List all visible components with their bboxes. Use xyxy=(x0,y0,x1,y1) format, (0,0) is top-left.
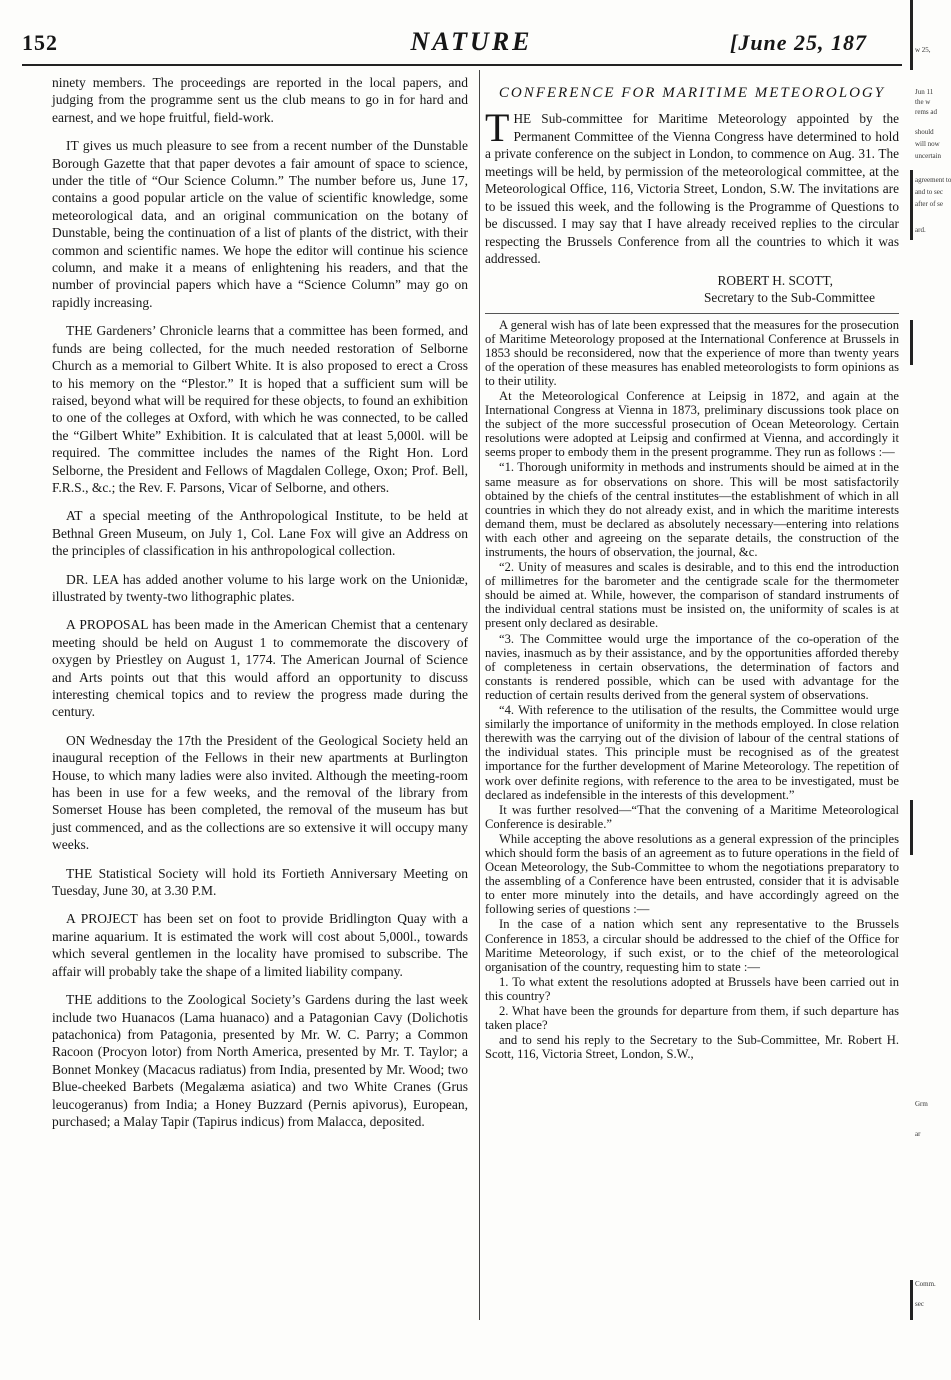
journal-title: NATURE xyxy=(410,27,533,56)
signature xyxy=(485,272,875,307)
right-paragraph: A general wish has of late been expressed that the measures for the prosecution of Maritime Meteorology proposed at the International Conference at Brussels in 1853 should be reconsidered, now that the experience of more than twenty years of the operation of these measures has enabled meteorologists to form opinions as to their utility. xyxy=(485,317,899,388)
left-paragraph: DR. LEA has added another volume to his large work on the Unionidæ, illustrated by twenty-two lithographic plates. xyxy=(52,571,468,604)
left-paragraph: IT gives us much pleasure to see from a recent number of the Dunstable Borough Gazette that that paper devotes a fair amount of space to science, under the title of “Our Science Column.” The number before us, June 17, contains a good popular article on the value of scientific knowledge, some meteorological data, and an original communication on the botany of Dunstable, being the continuation of a list of plants of the district, with their common and scientific names. We hope the editor will continue his science column, and make it a means of enlightening his readers, and that the number of provincial papers which have a “Science Column” may go on rapidly increasing. xyxy=(52,138,468,310)
margin-fragment: should xyxy=(915,128,934,136)
margin-fragment: agreement to xyxy=(915,176,951,184)
right-paragraph: 1. To what extent the resolutions adopted at Brussels have been carried out in this country? xyxy=(485,974,899,1003)
adjacent-page-margin xyxy=(906,0,951,1380)
left-column xyxy=(52,74,468,1141)
signature-title: Secretary to the Sub-Committee xyxy=(704,290,875,305)
left-paragraph: AT a special meeting of the Anthropological Institute, to be held at Bethnal Green Museum, on July 1, Col. Lane Fox will give an Address on the principles of classification in his anthropological collection. xyxy=(52,508,468,559)
right-paragraph: “2. Unity of measures and scales is desirable, and to this end the introduction of millimetres for the barometer and the centigrade scale for the thermometer should be aimed at. While, however, the comparison of standard instruments of the individual central stations must be insisted on, the uniformity of scales is at present only declared as desirable. xyxy=(485,560,899,631)
margin-fragment: ar xyxy=(915,1130,921,1138)
margin-fragment: sec xyxy=(915,1300,924,1308)
right-paragraph: In the case of a nation which sent any representative to the Brussels Conference in 1853, a circular should be addressed to the chief of the Office for Maritime Meteorology, if such exist, or to the chief of the meteorological organisation of the country, requesting him to state :— xyxy=(485,917,899,974)
right-paragraph: “1. Thorough uniformity in methods and instruments should be aimed at in the same measure as for observations on shore. This will be most satisfactorily obtained by the chiefs of the central institutes—the establishment of which in all countries in which they do not already exist, and in which the maritime interests demand them, must be declared as absolutely necessary—entering into relations with each other and agreeing on the separate details, the construction of the instruments, the hours of observation, the journal, &c. xyxy=(485,460,899,559)
right-paragraph: and to send his reply to the Secretary to the Sub-Committee, Mr. Robert H. Scott, 116, Victoria Street, London, S.W., xyxy=(485,1033,899,1062)
left-paragraph: THE additions to the Zoological Society’s Gardens during the last week include two Huanacos (Lama huanaco) and a Patagonian Cavy (Dolichotis patachonica) from Patagonia, presented by Mr. W. C. Parry; a Common Racoon (Procyon lotor) from North America, presented by Mr. T. Taylor; a Bonnet Monkey (Macacus radiatus) from India, presented by Mr. Wood; two Blue-cheeked Barbets (Megalæma asiatica) and two White Cranes (Grus leucogeranus) from India; a Honey Buzzard (Pernis apivorus), European, purchased; a Malay Tapir (Tapirus indicus) from Malacca, deposited. xyxy=(52,992,468,1129)
right-paragraph: At the Meteorological Conference at Leipsig in 1872, and again at the International Congress at Vienna in 1873, preliminary discussions took place on the subject of the more successful prosecution of Ocean Meteorology. Certain resolutions were adopted at Leipsig and confirmed at Vienna, and accordingly it seems proper to embody them in the present programme. They run as follows :— xyxy=(485,388,899,460)
intro-paragraph xyxy=(485,105,899,268)
right-paragraph: “4. With reference to the utilisation of the results, the Committee would urge similarly the importance of uniformity in the methods employed. In close relation therewith was the carrying out of the division of labour of the central stations of the individual states. This principle must be recognised as of the greatest importance for the further development of Marine Meteorology. The repetition of work over definite regions, with reference to the area to be investigated, must be declared as indefensible in the interests of this development.” xyxy=(485,703,899,802)
left-paragraph: A PROPOSAL has been made in the American Chemist that a centenary meeting should be held on August 1 to commemorate the discovery of oxygen by Priestley on August 1, 1774. The American Journal of Science and Arts points out that this would afford an opportunity to discuss interesting chemical topics and to review the progress made during the century. xyxy=(52,617,468,720)
intro-text: HE Sub-committee for Maritime Meteorology appointed by the Permanent Committee of the Vienna Congress have determined to hold a private conference on the subject in London, to commence on Aug. 31. The meetings will be held, by permission of the meteorological committee, at the Meteorological Office, 116, Victoria Street, London, S.W. The invitations are to be issued this week, and the following is the Programme of Questions to be discussed. I may say that I have already received replies to the circular respecting the Brussels Conference from all the countries to which it was addressed. xyxy=(485,111,899,266)
header-rule xyxy=(22,64,902,66)
right-paragraph: 2. What have been the grounds for departure from them, if such departure has taken place? xyxy=(485,1004,899,1033)
margin-fragment: and to sec xyxy=(915,188,943,196)
margin-fragment: uncertain xyxy=(915,152,942,160)
margin-edge-bar xyxy=(910,320,913,365)
margin-edge-bar xyxy=(910,170,913,240)
page-number: 152 xyxy=(22,30,58,55)
right-paragraph: While accepting the above resolutions as a general expression of the principles which should form the basis of an agreement as to future operations in the field of Ocean Meteorology, the Sub-Committee to whom the negotiations preparatory to the assembling of a Conference have been entrusted, consider that it is advisable to enter more minutely into the details, and have accordingly agreed on the following series of questions :— xyxy=(485,831,899,917)
signature-name: ROBERT H. SCOTT, xyxy=(717,272,833,288)
right-column xyxy=(485,74,899,1062)
margin-edge-bar xyxy=(910,1280,913,1320)
page-header xyxy=(0,0,943,70)
margin-fragment: Comm. xyxy=(915,1280,936,1288)
margin-fragment: after of se xyxy=(915,200,943,208)
right-paragraph: It was further resolved—“That the convening of a Maritime Meteorological Conference is desirable.” xyxy=(485,802,899,831)
issue-date: [June 25, 187 xyxy=(730,30,868,55)
section-title: CONFERENCE FOR MARITIME METEOROLOGY xyxy=(498,85,886,101)
margin-fragment: w 25, xyxy=(915,46,931,54)
margin-fragment: Grm xyxy=(915,1100,928,1108)
margin-fragment: the w xyxy=(915,98,931,106)
margin-fragment: ard. xyxy=(915,226,926,234)
left-paragraph: A PROJECT has been set on foot to provide Bridlington Quay with a marine aquarium. It is estimated the work will cost about 5,000l., towards which several gentlemen in the locality have promised to subscribe. The affair will probably take the shape of a limited liability company. xyxy=(52,911,468,979)
right-paragraph: “3. The Committee would urge the importance of the co-operation of the navies, inasmuch as by their assistance, and by the opportunities afforded thereby of completeness in certain observations, the determination of factors and constants is rendered possible, which can be used with advantage for the reduction of certain results derived from the general system of observations. xyxy=(485,631,899,702)
left-paragraph: ninety members. The proceedings are reported in the local papers, and judging from the programme sent us the club means to go in for hard and earnest, and we hope fruitful, field-work. xyxy=(52,75,468,125)
left-paragraph: THE Gardeners’ Chronicle learns that a committee has been formed, and funds are being collected, for the much needed restoration of Selborne Church as a memorial to Gilbert White. It is also proposed to erect a Cross to his memory on the “Plestor.” It is hoped that a sufficient sum will be raised, beyond what will be required for these objects, to found an exhibition to one of the colleges at Oxford, with which he was connected, to be called the “Gilbert White” Exhibition. It is calculated that at least 5,000l. will be required. The committee includes the names of the Right Hon. Lord Selborne, the President and Fellows of Magdalen College, Oxon; Prof. Bell, F.R.S., &c.; the Rev. F. Parsons, Vicar of Selborne, and others. xyxy=(52,323,468,495)
margin-fragment: Jun 11 xyxy=(915,88,934,96)
margin-fragment: will now xyxy=(915,140,940,148)
column-divider xyxy=(479,70,480,1320)
margin-edge-bar xyxy=(910,800,913,855)
drop-cap: T xyxy=(485,105,510,150)
margin-edge-bar xyxy=(910,0,913,70)
signature-divider xyxy=(485,313,899,314)
left-paragraph: THE Statistical Society will hold its Fortieth Anniversary Meeting on Tuesday, June 30, at 3.30 P.M. xyxy=(52,865,468,899)
programme-body xyxy=(485,318,899,1062)
margin-fragment: rems ad xyxy=(915,108,937,116)
left-paragraph: ON Wednesday the 17th the President of the Geological Society held an inaugural reception of the Fellows in their new apartments at Burlington House, to which many ladies were also invited. Although the meeting-room has been in use for a few weeks, and the removal of the library from Somerset House has been completed, the removal of the museum has but just commenced, and as the collections are so extensive it will occupy many weeks. xyxy=(52,732,468,853)
